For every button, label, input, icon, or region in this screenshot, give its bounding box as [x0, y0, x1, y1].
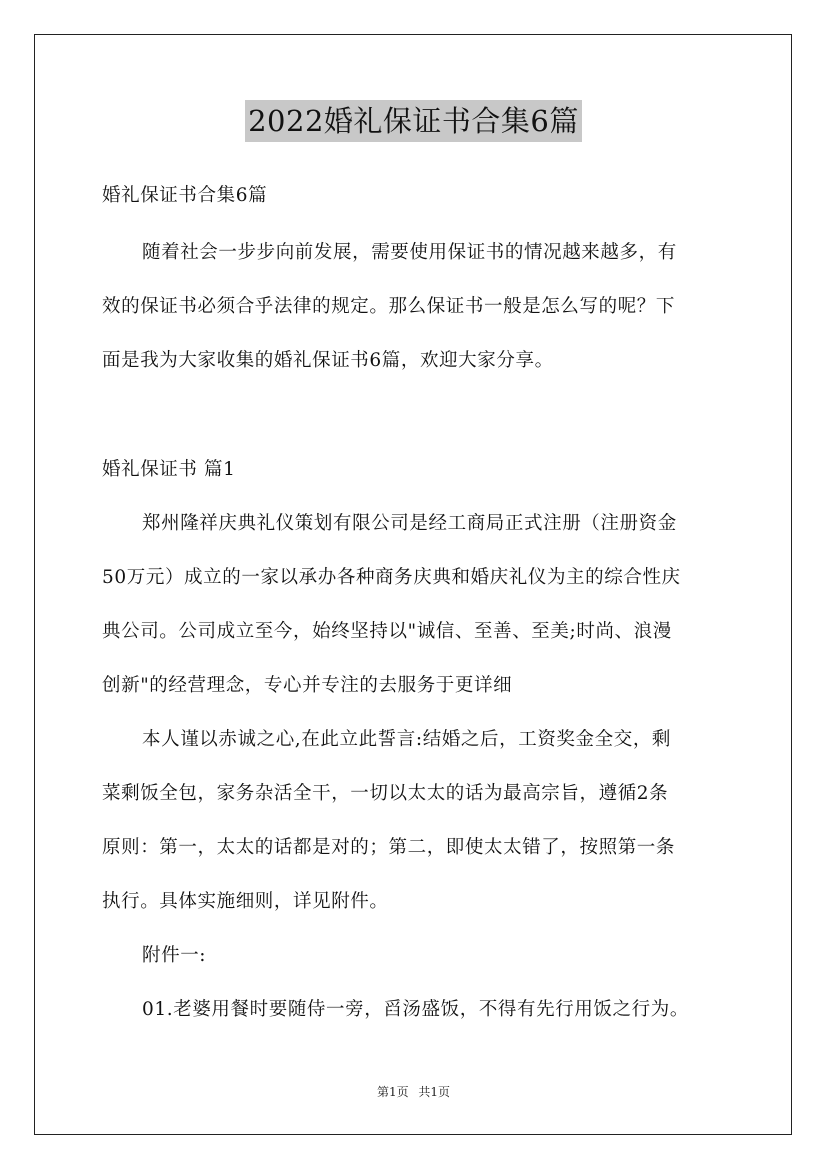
appendix-label: 附件一:	[142, 945, 207, 966]
paragraph-line: 典公司。公司成立至今，始终坚持以"诚信、至善、至美;时尚、浪漫	[102, 621, 672, 642]
page-footer	[0, 1083, 827, 1100]
paragraph-line: 创新"的经营理念，专心并专注的去服务于更详细	[102, 675, 513, 696]
intro-line: 效的保证书必须合乎法律的规定。那么保证书一般是怎么写的呢？下	[102, 296, 676, 317]
title-wrap	[0, 100, 827, 142]
paragraph-line: 菜剩饭全包，家务杂活全干，一切以太太的话为最高宗旨，遵循2条	[102, 783, 669, 804]
paragraph-line: 本人谨以赤诚之心,在此立此誓言:结婚之后，工资奖金全交，剩	[142, 729, 672, 750]
paragraph-line: 原则：第一，太太的话都是对的；第二，即使太太错了，按照第一条	[102, 837, 676, 858]
document-title: 2022婚礼保证书合集6篇	[245, 100, 582, 142]
document-subtitle: 婚礼保证书合集6篇	[102, 185, 268, 206]
page-total: 共1页	[418, 1085, 451, 1099]
paragraph-line: 执行。具体实施细则，详见附件。	[102, 891, 389, 912]
appendix-item: 01.老婆用餐时要随侍一旁，舀汤盛饭，不得有先行用饭之行为。	[142, 999, 689, 1020]
intro-line: 随着社会一步步向前发展，需要使用保证书的情况越来越多，有	[142, 242, 677, 263]
page-number: 第1页	[376, 1085, 409, 1099]
paragraph-line: 郑州隆祥庆典礼仪策划有限公司是经工商局正式注册（注册资金	[142, 513, 677, 534]
section-heading: 婚礼保证书 篇1	[102, 459, 236, 480]
paragraph-line: 50万元）成立的一家以承办各种商务庆典和婚庆礼仪为主的综合性庆	[102, 567, 681, 588]
intro-line: 面是我为大家收集的婚礼保证书6篇，欢迎大家分享。	[102, 350, 554, 371]
